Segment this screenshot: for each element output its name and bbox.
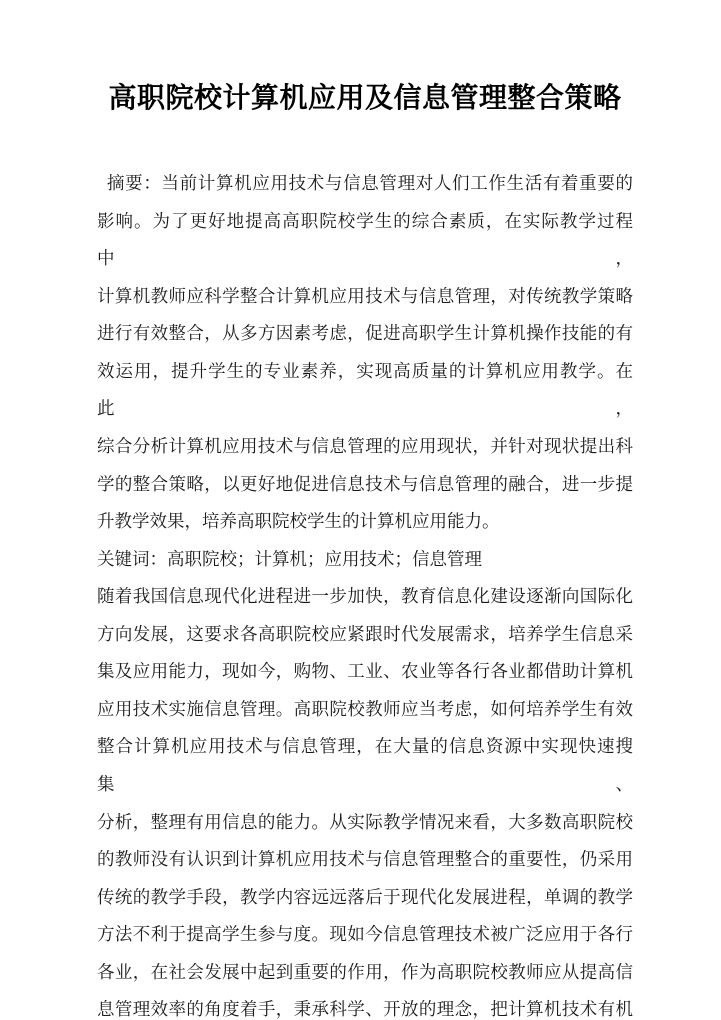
text-line: 关键词：高职院校；计算机；应用技术；信息管理 bbox=[97, 548, 482, 569]
text-line: 影响。为了更好地提高高职院校学生的综合素质，在实际教学过程中， bbox=[97, 210, 633, 269]
text-line: 摘要：当前计算机应用技术与信息管理对人们工作生活有着重要的 bbox=[107, 173, 633, 193]
text-line: 综合分析计算机应用技术与信息管理的应用现状，并针对现状提出科 bbox=[97, 435, 633, 456]
text-line: 方法不利于提高学生参与度。现如今信息管理技术被广泛应用于各行 bbox=[97, 924, 633, 945]
document-title: 高职院校计算机应用及信息管理整合策略 bbox=[108, 83, 622, 114]
text-line: 集及应用能力，现如今，购物、工业、农业等各行各业都借助计算机 bbox=[97, 661, 633, 682]
paragraph-keywords bbox=[97, 541, 633, 579]
text-line: 的教师没有认识到计算机应用技术与信息管理整合的重要性，仍采用 bbox=[97, 849, 633, 870]
text-line: 息管理效率的角度着手，秉承科学、开放的理念，把计算机技术有机 bbox=[97, 999, 633, 1020]
text-line: 方向发展，这要求各高职院校应紧跟时代发展需求，培养学生信息采 bbox=[97, 623, 633, 644]
text-line: 进行有效整合，从多方因素考虑，促进高职学生计算机操作技能的有 bbox=[97, 323, 633, 344]
text-line: 随着我国信息现代化进程进一步加快，教育信息化建设逐渐向国际化 bbox=[97, 586, 633, 607]
document-content bbox=[97, 165, 633, 1020]
text-line: 各业，在社会发展中起到重要的作用，作为高职院校教师应从提高信 bbox=[97, 961, 633, 982]
text-line: 整合计算机应用技术与信息管理，在大量的信息资源中实现快速搜集、 bbox=[97, 736, 633, 794]
text-line: 效运用，提升学生的专业素养，实现高质量的计算机应用教学。在此， bbox=[97, 360, 633, 419]
text-line: 计算机教师应科学整合计算机应用技术与信息管理，对传统教学策略 bbox=[97, 285, 633, 306]
text-line: 分析，整理有用信息的能力。从实际教学情况来看，大多数高职院校 bbox=[97, 811, 633, 832]
text-line: 传统的教学手段，教学内容远远落后于现代化发展进程，单调的教学 bbox=[97, 886, 633, 907]
text-line: 升教学效果，培养高职院校学生的计算机应用能力。 bbox=[97, 511, 500, 532]
text-line: 应用技术实施信息管理。高职院校教师应当考虑，如何培养学生有效 bbox=[97, 698, 633, 719]
text-line: 学的整合策略，以更好地促进信息技术与信息管理的融合，进一步提 bbox=[97, 473, 633, 494]
paragraph-body bbox=[97, 578, 633, 1020]
paragraph-abstract bbox=[97, 165, 633, 541]
